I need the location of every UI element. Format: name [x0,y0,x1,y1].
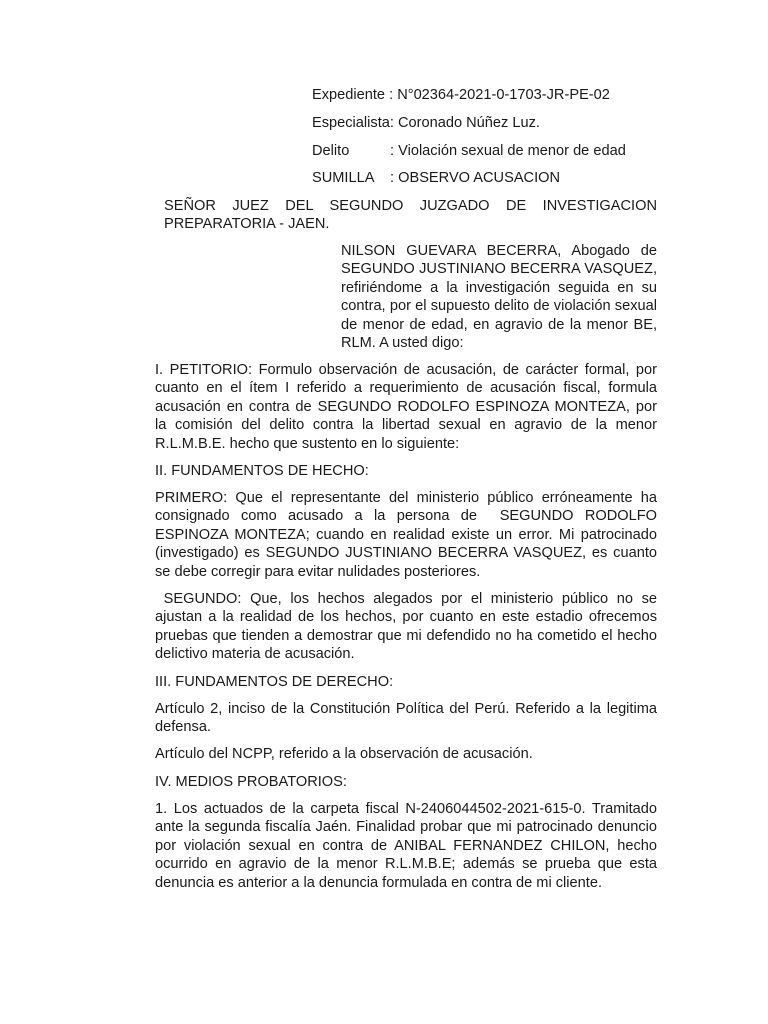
delito-label: Delito [312,143,350,159]
expediente-line: Expediente : N°02364-2021-0-1703-JR-PE-02 [312,87,610,103]
especialista-line: Especialista: Coronado Núñez Luz. [312,115,540,131]
delito-value: : Violación sexual de menor de edad [390,143,626,159]
articulo-ncpp: Artículo del NCPP, referido a la observación de acusación. [155,746,533,762]
petitorio-paragraph: I. PETITORIO: Formulo observación de acusación, de carácter formal, por cuanto en el ítem I referido a requerimiento de acusación fiscal, formula acusación en contra de SEGUNDO RODOLFO ESPINOZA MONTEZA, por la comisión del delito contra la libertad sexual en agravio de la menor R.L.M.B.E. hecho que sustento en lo siguiente: [155,362,657,452]
intro-paragraph: NILSON GUEVARA BECERRA, Abogado de SEGUNDO JUSTINIANO BECERRA VASQUEZ, refiriéndome a la investigación seguida en su contra, por el supuesto delito de violación sexual de menor de edad, en agravio de la menor BE, RLM. A usted digo: [341,243,657,352]
fundamentos-derecho-heading: III. FUNDAMENTOS DE DERECHO: [155,674,394,690]
delito-line [312,142,626,160]
addressee: SEÑOR JUEZ DEL SEGUNDO JUZGADO DE INVESTIGACION PREPARATORIA - JAEN. [164,198,657,233]
fundamentos-hecho-heading: II. FUNDAMENTOS DE HECHO: [155,463,369,479]
sumilla-label: SUMILLA [312,170,375,186]
sumilla-value: : OBSERVO ACUSACION [390,170,561,186]
medio-probatorio-1: 1. Los actuados de la carpeta fiscal N-2406044502-2021-615-0. Tramitado ante la segunda fiscalía Jaén. Finalidad probar que mi patrocinado denuncio por violación sexual en contra de ANIBAL FERNANDEZ CHILON, hecho ocurrido en agravio de la menor R.L.M.B.E; además se prueba que esta denuncia es anterior a la denuncia formulada en contra de mi cliente. [155,801,657,891]
primero-paragraph: PRIMERO: Que el representante del ministerio público erróneamente ha consignado como acusado a la persona de SEGUNDO RODOLFO ESPINOZA MONTEZA; cuando en realidad existe un error. Mi patrocinado (investigado) es SEGUNDO JUSTINIANO BECERRA VASQUEZ, es cuanto se debe corregir para evitar nulidades posteriores. [155,490,662,580]
sumilla-line [312,169,560,187]
medios-probatorios-heading: IV. MEDIOS PROBATORIOS: [155,774,347,790]
segundo-paragraph: SEGUNDO: Que, los hechos alegados por el ministerio público no se ajustan a la realidad de los hechos, por cuanto en este estadio ofrecemos pruebas que tienden a demostrar que mi defendido no ha cometido el hecho delictivo materia de acusación. [155,591,662,663]
articulo-constitucion: Artículo 2, inciso de la Constitución Política del Perú. Referido a la legitima defensa. [155,701,657,736]
